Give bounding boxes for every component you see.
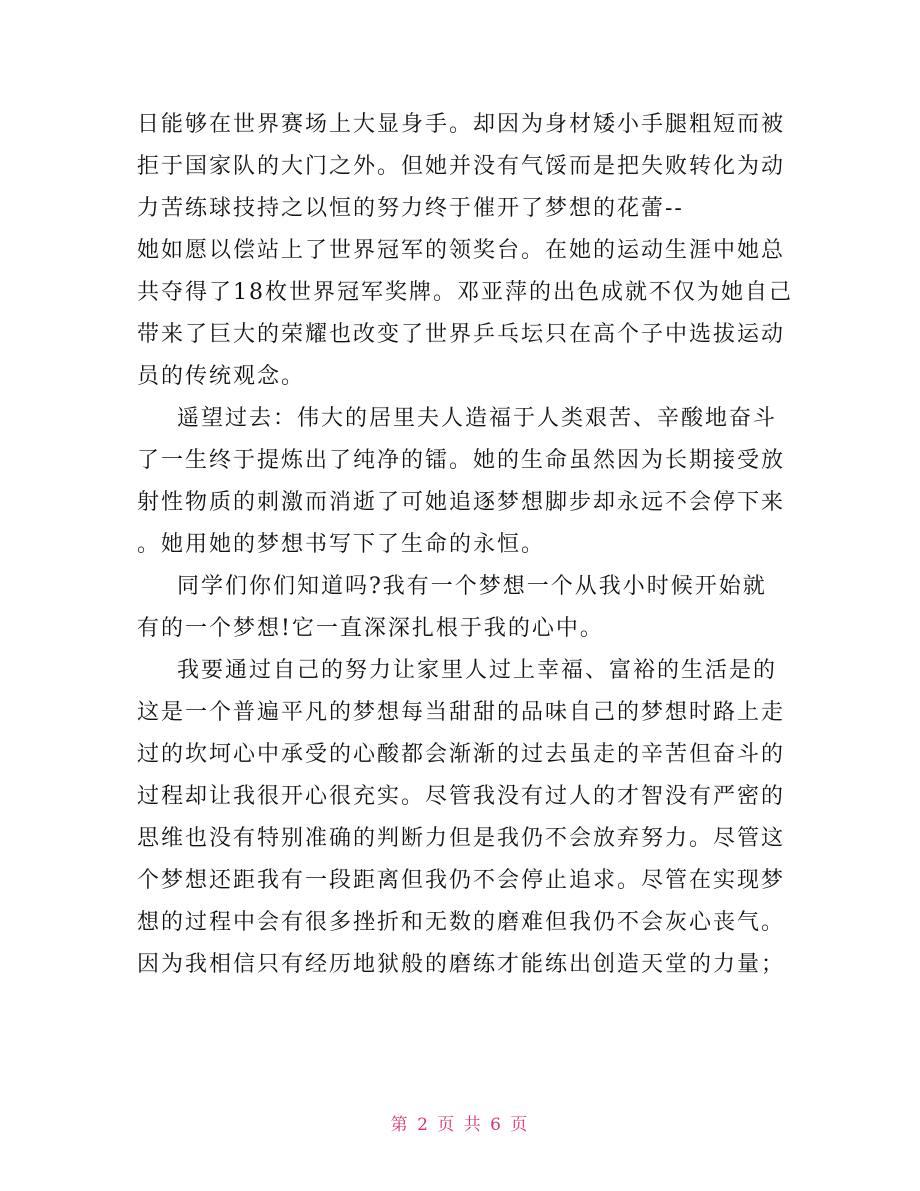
text-line: 拒于国家队的大门之外。但她并没有气馁而是把失败转化为动 [137, 154, 786, 179]
paragraph-start-line: 同学们你们知道吗?我有一个梦想一个从我小时候开始就 [177, 574, 767, 599]
text-line: 过程却让我很开心很充实。尽管我没有过人的才智没有严密的 [137, 784, 786, 809]
text-line: 想的过程中会有很多挫折和无数的磨难但我仍不会灰心丧气。 [137, 910, 786, 935]
text-line: 因为我相信只有经历地狱般的磨练才能练出创造天堂的力量； [137, 952, 786, 977]
text-line: 这是一个普遍平凡的梦想每当甜甜的品味自己的梦想时路上走 [137, 700, 786, 725]
text-line: 个梦想还距我有一段距离但我仍不会停止追求。尽管在实现梦 [137, 868, 786, 893]
text-line: 力苦练球技持之以恒的努力终于催开了梦想的花蕾-- [137, 196, 684, 221]
document-body [137, 104, 793, 986]
text-line: 共夺得了18枚世界冠军奖牌。邓亚萍的出色成就不仅为她自己 [137, 280, 793, 305]
text-line: 射性物质的刺激而消逝了可她追逐梦想脚步却永远不会停下来 [137, 490, 786, 515]
text-line: 思维也没有特别准确的判断力但是我仍不会放弃努力。尽管这 [137, 826, 786, 851]
page-number-footer: 第 2 页 共 6 页 [390, 1115, 530, 1135]
text-line: 有的一个梦想!它一直深深扎根于我的心中。 [137, 616, 604, 641]
paragraph-start-line: 遥望过去：伟大的居里夫人造福于人类艰苦、辛酸地奋斗 [177, 406, 778, 431]
text-line: 日能够在世界赛场上大显身手。却因为身材矮小手腿粗短而被 [137, 112, 786, 137]
text-line: 员的传统观念。 [137, 364, 306, 389]
text-line: 她如愿以偿站上了世界冠军的领奖台。在她的运动生涯中她总 [137, 238, 786, 263]
text-line: 了一生终于提炼出了纯净的镭。她的生命虽然因为长期接受放 [137, 448, 786, 473]
text-line: 。她用她的梦想书写下了生命的永恒。 [137, 532, 546, 557]
text-line: 带来了巨大的荣耀也改变了世界乒乓坛只在高个子中选拔运动 [137, 322, 786, 347]
paragraph-start-line: 我要通过自己的努力让家里人过上幸福、富裕的生活是的 [177, 658, 778, 683]
text-line: 过的坎坷心中承受的心酸都会渐渐的过去虽走的辛苦但奋斗的 [137, 742, 786, 767]
